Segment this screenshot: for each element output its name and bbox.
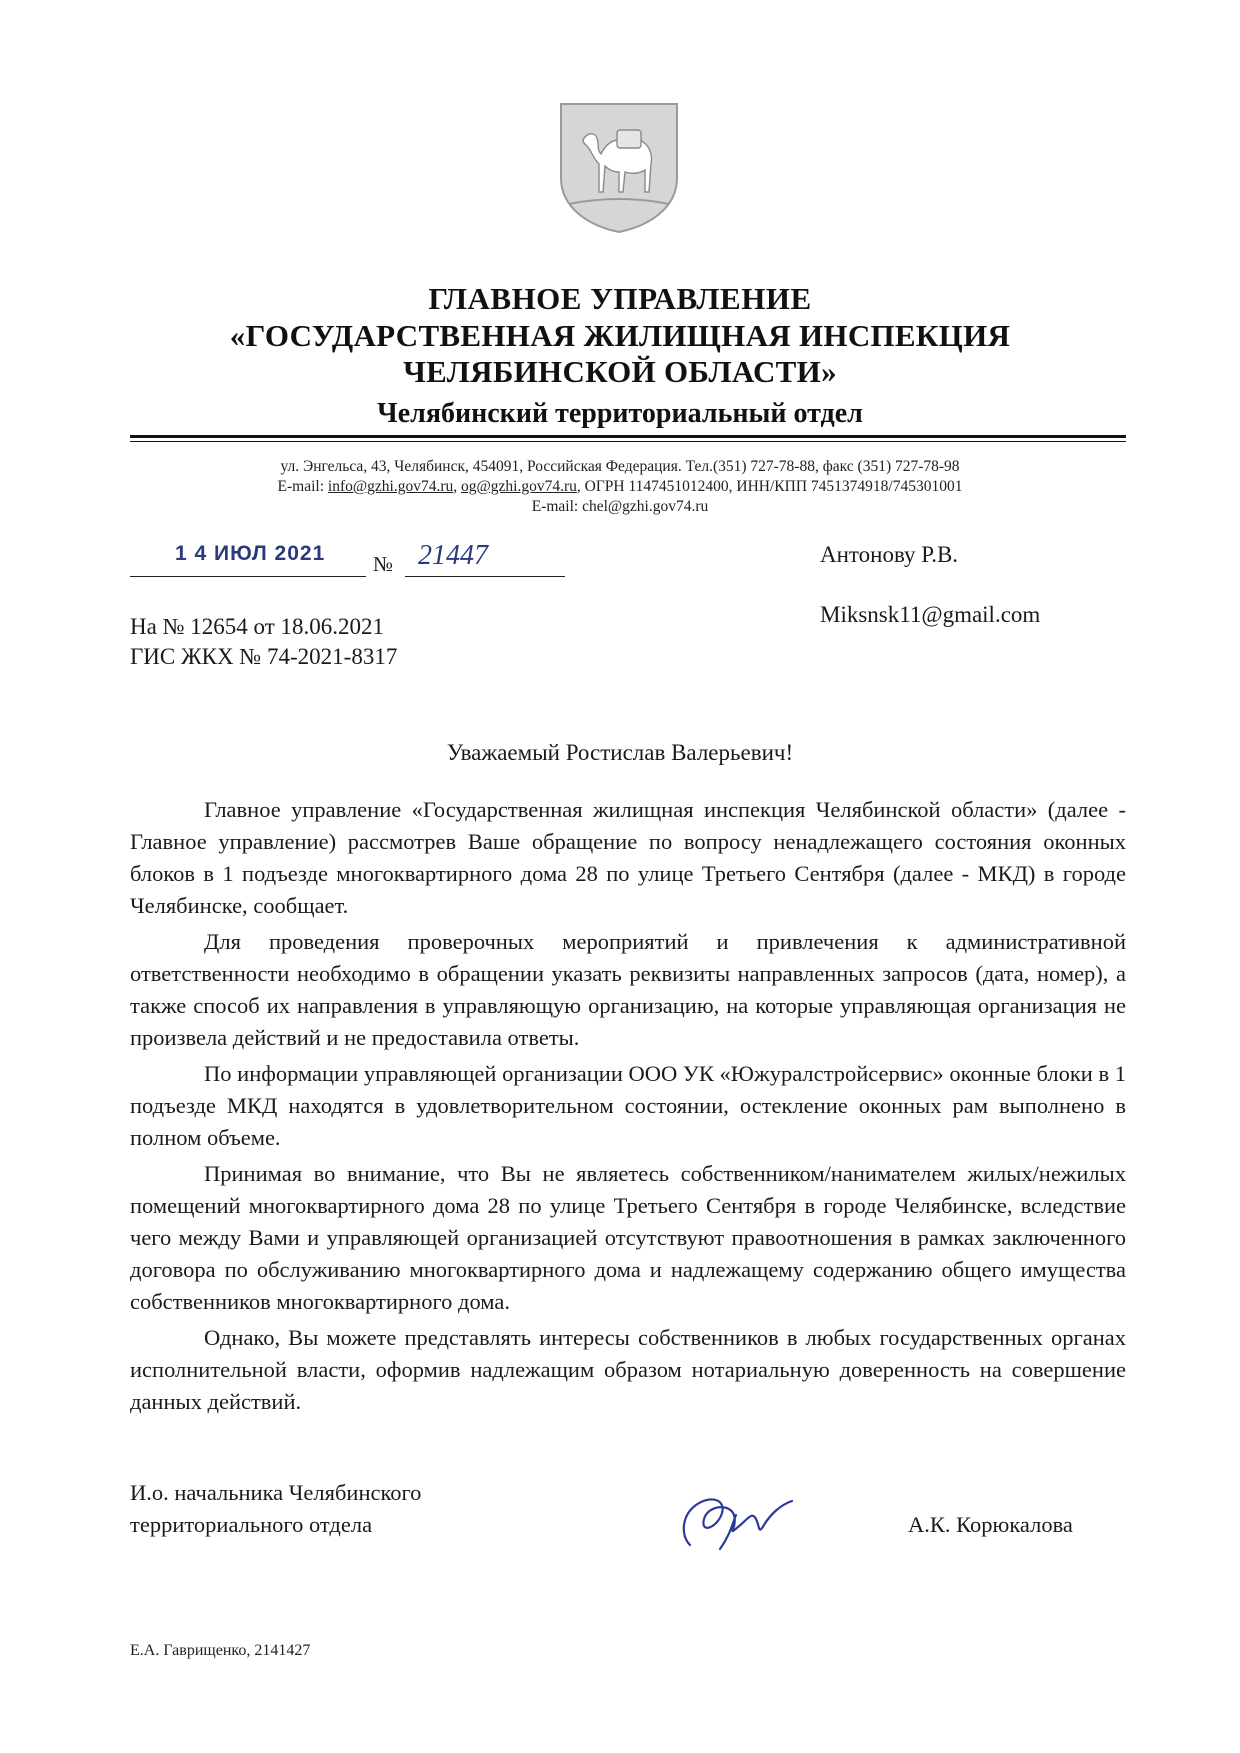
email-separator: , [453, 478, 462, 495]
body-paragraph: Принимая во внимание, что Вы не являетесь собственником/нанимателем жилых/нежилых помещений многоквартирного дома 28 по улице Третьего Сентября в городе Челябинске, вследствие чего между Вами и управляющей организацией отсутствуют правоотношения в рамках заключенного договора по обслуживанию многоквартирного дома и надлежащему содержанию общего имущества собственников многоквартирного дома. [130, 1161, 1126, 1314]
org-title-line-2: «ГОСУДАРСТВЕННАЯ ЖИЛИЩНАЯ ИНСПЕКЦИЯ [229, 318, 1011, 353]
handwritten-signature [660, 1475, 810, 1565]
email-link-info[interactable]: info@gzhi.gov74.ru [327, 478, 454, 495]
contact-dept-email: E-mail: chel@gzhi.gov74.ru [531, 498, 709, 515]
executor-info: Е.А. Гаврищенко, 2141427 [130, 1642, 311, 1659]
body-paragraph: Для проведения проверочных мероприятий и привлечения к административной ответственности необходимо в обращении указать реквизиты направленных запросов (дата, номер), а также способ их направления в управляющую организацию, на которые управляющая организация не произвела действий и не предоставила ответы. [130, 929, 1126, 1050]
org-title-line-1: ГЛАВНОЕ УПРАВЛЕНИЕ [428, 281, 812, 316]
header-divider-thick [130, 435, 1126, 438]
body-paragraph: Главное управление «Государственная жилищная инспекция Челябинской области» (далее - Главное управление) рассмотрев Ваше обращение по вопросу ненадлежащего состояния оконных блоков в 1 подъезде многоквартирного дома 28 по улице Третьего Сентября (далее - МКД) в городе Челябинске, сообщает. [130, 797, 1126, 918]
letter-body [130, 794, 1126, 1422]
org-title-line-3: ЧЕЛЯБИНСКОЙ ОБЛАСТИ» [403, 354, 837, 389]
header-divider-thin [130, 441, 1126, 442]
greeting: Уважаемый Ростислав Валерьевич! [446, 740, 794, 765]
number-label: № [373, 552, 394, 576]
date-underline [130, 576, 366, 577]
department-title: Челябинский территориальный отдел [377, 398, 863, 429]
coat-of-arms-emblem [557, 100, 681, 235]
reference-number: На № 12654 от 18.06.2021 [130, 614, 385, 639]
number-underline [405, 576, 565, 577]
registration-date-stamp: 1 4 ИЮЛ 2021 [175, 542, 326, 565]
body-paragraph: Однако, Вы можете представлять интересы собственников в любых государственных органах исполнительной власти, оформив надлежащим образом нотариальную доверенность на совершение данных действий. [130, 1325, 1126, 1414]
signatory-position-line-2: территориального отдела [130, 1512, 373, 1537]
registration-number: 21447 [418, 540, 488, 571]
addressee-email: Miksnsk11@gmail.com [820, 602, 1041, 627]
contact-emails [0, 478, 1240, 496]
email-prefix: E-mail: [277, 478, 328, 495]
contact-address: ул. Энгельса, 43, Челябинск, 454091, Российская Федерация. Тел.(351) 727-78-88, факс (351) 727-78-98 [280, 458, 960, 475]
body-paragraph: По информации управляющей организации ООО УК «Южуралстройсервис» оконные блоки в 1 подъезде МКД находятся в удовлетворительном состоянии, остекление оконных рам выполнено в полном объеме. [130, 1061, 1126, 1150]
addressee-name: Антонову Р.В. [820, 542, 959, 567]
reference-gis-number: ГИС ЖКХ № 74-2021-8317 [130, 644, 398, 669]
signatory-name: А.К. Корюкалова [908, 1512, 1073, 1537]
registration-numbers: , ОГРН 1147451012400, ИНН/КПП 7451374918/745301001 [576, 478, 963, 495]
signatory-position-line-1: И.о. начальника Челябинского [130, 1480, 422, 1505]
email-link-og[interactable]: og@gzhi.gov74.ru [461, 478, 577, 495]
